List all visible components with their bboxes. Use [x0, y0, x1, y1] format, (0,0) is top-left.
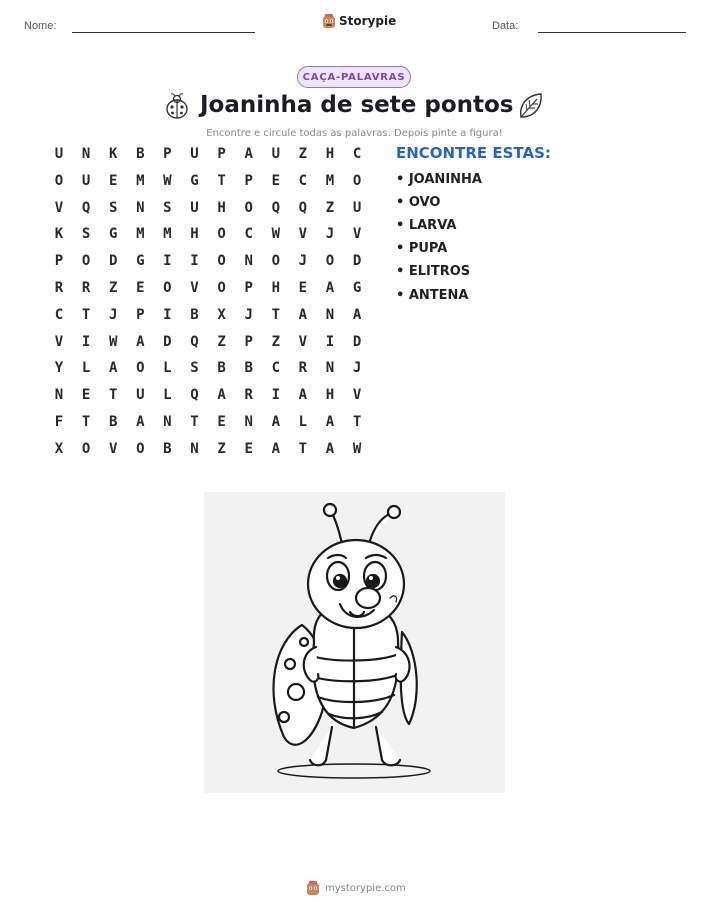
- grid-letter[interactable]: E: [298, 280, 308, 296]
- grid-letter[interactable]: U: [271, 146, 281, 162]
- grid-letter[interactable]: T: [81, 306, 91, 323]
- grid-letter[interactable]: I: [81, 333, 91, 350]
- grid-letter[interactable]: N: [325, 306, 335, 323]
- grid-letter[interactable]: V: [54, 333, 64, 350]
- word-item: • LARVA: [396, 218, 457, 233]
- word-item: • ELITROS: [396, 264, 471, 279]
- grid-letter[interactable]: I: [163, 253, 172, 270]
- grid-letter[interactable]: T: [352, 414, 362, 430]
- grid-letter[interactable]: X: [217, 306, 226, 323]
- grid-letter[interactable]: A: [271, 440, 281, 457]
- grid-letter[interactable]: G: [108, 226, 118, 243]
- grid-letter[interactable]: D: [352, 333, 362, 350]
- worksheet-header: [0, 0, 709, 50]
- grid-letter[interactable]: U: [136, 387, 145, 404]
- grid-letter[interactable]: O: [81, 440, 91, 457]
- grid-letter[interactable]: U: [190, 146, 199, 162]
- coloring-picture: [204, 492, 505, 793]
- grid-letter[interactable]: V: [298, 333, 308, 350]
- grid-letter[interactable]: N: [190, 440, 199, 457]
- grid-letter[interactable]: L: [163, 360, 172, 377]
- grid-letter[interactable]: H: [325, 387, 335, 404]
- grid-letter[interactable]: Q: [190, 387, 199, 404]
- footer-url: mystorypie.com: [325, 882, 406, 894]
- storypie-logo-icon: [306, 880, 320, 896]
- word-list-heading: ENCONTRE ESTAS:: [396, 144, 551, 162]
- grid-letter[interactable]: G: [136, 253, 145, 270]
- grid-letter[interactable]: V: [352, 387, 362, 404]
- grid-letter[interactable]: E: [136, 280, 145, 296]
- storypie-logo-icon: [322, 13, 336, 29]
- grid-letter[interactable]: W: [352, 440, 362, 457]
- ladybug-illustration: [204, 492, 505, 793]
- grid-letter[interactable]: O: [352, 172, 362, 189]
- grid-letter[interactable]: N: [163, 414, 172, 430]
- grid-letter[interactable]: Z: [108, 280, 118, 296]
- grid-letter[interactable]: V: [190, 280, 199, 296]
- word-item: • ANTENA: [396, 288, 469, 303]
- grid-letter[interactable]: A: [325, 280, 335, 296]
- grid-letter[interactable]: M: [136, 226, 145, 243]
- grid-letter[interactable]: Z: [298, 146, 308, 162]
- grid-letter[interactable]: T: [298, 440, 308, 457]
- grid-letter[interactable]: E: [108, 172, 118, 189]
- date-label: Data:: [492, 20, 519, 32]
- grid-letter[interactable]: J: [325, 226, 335, 243]
- grid-letter[interactable]: Z: [271, 333, 281, 350]
- grid-letter[interactable]: V: [108, 440, 118, 457]
- grid-letter[interactable]: C: [352, 146, 362, 162]
- grid-letter[interactable]: Q: [81, 199, 91, 216]
- grid-letter[interactable]: E: [217, 414, 226, 430]
- brand-name: Storypie: [339, 14, 397, 28]
- grid-letter[interactable]: A: [108, 360, 118, 377]
- grid-letter[interactable]: P: [54, 253, 64, 270]
- grid-letter[interactable]: B: [108, 414, 118, 430]
- grid-letter[interactable]: S: [190, 360, 199, 377]
- grid-letter[interactable]: E: [244, 440, 253, 457]
- page-title: Joaninha de sete pontos: [200, 92, 514, 118]
- grid-letter[interactable]: D: [108, 253, 118, 270]
- grid-letter[interactable]: B: [244, 360, 253, 377]
- grid-letter[interactable]: Q: [298, 199, 308, 216]
- grid-letter[interactable]: V: [352, 226, 362, 243]
- activity-badge: CAÇA-PALAVRAS: [297, 66, 411, 88]
- grid-letter[interactable]: E: [271, 172, 281, 189]
- grid-letter[interactable]: P: [217, 146, 226, 162]
- grid-letter[interactable]: W: [163, 172, 172, 189]
- footer: [306, 880, 406, 896]
- grid-letter[interactable]: T: [271, 306, 281, 323]
- ladybug-icon: [162, 92, 192, 122]
- grid-letter[interactable]: O: [217, 226, 226, 243]
- grid-letter[interactable]: C: [54, 306, 64, 323]
- grid-letter[interactable]: S: [163, 199, 172, 216]
- grid-letter[interactable]: U: [190, 199, 199, 216]
- grid-letter[interactable]: H: [190, 226, 199, 243]
- grid-letter[interactable]: M: [163, 226, 172, 243]
- grid-letter[interactable]: D: [163, 333, 172, 350]
- grid-letter[interactable]: O: [325, 253, 335, 270]
- grid-letter[interactable]: N: [244, 253, 253, 270]
- grid-letter[interactable]: H: [271, 280, 281, 296]
- grid-letter[interactable]: B: [190, 306, 199, 323]
- grid-letter[interactable]: P: [244, 280, 253, 296]
- grid-letter[interactable]: V: [298, 226, 308, 243]
- grid-letter[interactable]: G: [352, 280, 362, 296]
- grid-letter[interactable]: R: [244, 387, 253, 404]
- grid-letter[interactable]: A: [217, 387, 226, 404]
- grid-letter[interactable]: R: [298, 360, 308, 377]
- grid-letter[interactable]: N: [54, 387, 64, 404]
- grid-letter[interactable]: U: [54, 146, 64, 162]
- grid-letter[interactable]: L: [163, 387, 172, 404]
- word-item: • PUPA: [396, 241, 448, 256]
- grid-letter[interactable]: S: [81, 226, 91, 243]
- grid-letter[interactable]: S: [108, 199, 118, 216]
- grid-letter[interactable]: J: [108, 306, 118, 323]
- grid-letter[interactable]: I: [190, 253, 199, 270]
- grid-letter[interactable]: Q: [271, 199, 281, 216]
- grid-letter[interactable]: W: [108, 333, 118, 350]
- grid-letter[interactable]: C: [244, 226, 253, 243]
- grid-letter[interactable]: Z: [217, 333, 226, 350]
- grid-letter[interactable]: A: [271, 414, 281, 430]
- grid-letter[interactable]: J: [352, 360, 362, 377]
- grid-letter[interactable]: A: [325, 414, 335, 430]
- grid-letter[interactable]: B: [163, 440, 172, 457]
- grid-letter[interactable]: O: [81, 253, 91, 270]
- word-item: • OVO: [396, 195, 441, 210]
- date-line[interactable]: [538, 32, 686, 33]
- word-item: • JOANINHA: [396, 172, 482, 187]
- grid-letter[interactable]: Z: [217, 440, 226, 457]
- grid-letter[interactable]: O: [136, 360, 145, 377]
- grid-letter[interactable]: J: [244, 306, 253, 323]
- grid-letter[interactable]: N: [136, 199, 145, 216]
- grid-letter[interactable]: E: [81, 387, 91, 404]
- grid-letter[interactable]: M: [325, 172, 335, 189]
- grid-letter[interactable]: L: [298, 414, 308, 430]
- grid-letter[interactable]: B: [136, 146, 145, 162]
- grid-letter[interactable]: Z: [325, 199, 335, 216]
- grid-letter[interactable]: J: [298, 253, 308, 270]
- grid-letter[interactable]: N: [244, 414, 253, 430]
- grid-letter[interactable]: H: [217, 199, 226, 216]
- grid-letter[interactable]: O: [244, 199, 253, 216]
- name-line[interactable]: [72, 32, 255, 33]
- grid-letter[interactable]: O: [217, 280, 226, 296]
- grid-letter[interactable]: R: [81, 280, 91, 296]
- grid-letter[interactable]: R: [54, 280, 64, 296]
- grid-letter[interactable]: O: [136, 440, 145, 457]
- grid-letter[interactable]: P: [244, 333, 253, 350]
- grid-letter[interactable]: I: [271, 387, 281, 404]
- grid-letter[interactable]: O: [271, 253, 281, 270]
- grid-letter[interactable]: A: [325, 440, 335, 457]
- grid-letter[interactable]: O: [217, 253, 226, 270]
- grid-letter[interactable]: G: [190, 172, 199, 189]
- grid-letter[interactable]: T: [217, 172, 226, 189]
- grid-letter[interactable]: D: [352, 253, 362, 270]
- grid-letter[interactable]: N: [325, 360, 335, 377]
- grid-letter[interactable]: U: [81, 172, 91, 189]
- grid-letter[interactable]: C: [271, 360, 281, 377]
- grid-letter[interactable]: A: [298, 306, 308, 323]
- leaf-icon: [517, 91, 545, 121]
- grid-letter[interactable]: B: [217, 360, 226, 377]
- grid-letter[interactable]: A: [136, 333, 145, 350]
- grid-letter[interactable]: N: [81, 146, 91, 162]
- grid-letter[interactable]: W: [271, 226, 281, 243]
- grid-letter[interactable]: P: [244, 172, 253, 189]
- grid-letter[interactable]: H: [325, 146, 335, 162]
- grid-letter[interactable]: I: [325, 333, 335, 350]
- grid-letter[interactable]: I: [163, 306, 172, 323]
- grid-letter[interactable]: A: [136, 414, 145, 430]
- grid-letter[interactable]: K: [54, 226, 64, 243]
- grid-letter[interactable]: M: [136, 172, 145, 189]
- grid-letter[interactable]: V: [54, 199, 64, 216]
- grid-letter[interactable]: U: [352, 199, 362, 216]
- grid-letter[interactable]: C: [298, 172, 308, 189]
- grid-letter[interactable]: F: [54, 414, 64, 430]
- grid-letter[interactable]: P: [136, 306, 145, 323]
- grid-letter[interactable]: K: [108, 146, 118, 162]
- instructions: Encontre e circule todas as palavras. Depois pinte a figura!: [206, 128, 503, 139]
- grid-letter[interactable]: T: [190, 414, 199, 430]
- grid-letter[interactable]: L: [81, 360, 91, 377]
- brand-logo: [322, 13, 396, 29]
- grid-letter[interactable]: A: [244, 146, 253, 162]
- grid-letter[interactable]: P: [163, 146, 172, 162]
- grid-letter[interactable]: O: [163, 280, 172, 296]
- name-label: Nome:: [24, 20, 57, 32]
- grid-letter[interactable]: T: [81, 414, 91, 430]
- grid-letter[interactable]: Q: [190, 333, 199, 350]
- grid-letter[interactable]: X: [54, 440, 64, 457]
- grid-letter[interactable]: A: [298, 387, 308, 404]
- grid-letter[interactable]: Y: [54, 360, 64, 377]
- grid-letter[interactable]: T: [108, 387, 118, 404]
- grid-letter[interactable]: A: [352, 306, 362, 323]
- grid-letter[interactable]: O: [54, 172, 64, 189]
